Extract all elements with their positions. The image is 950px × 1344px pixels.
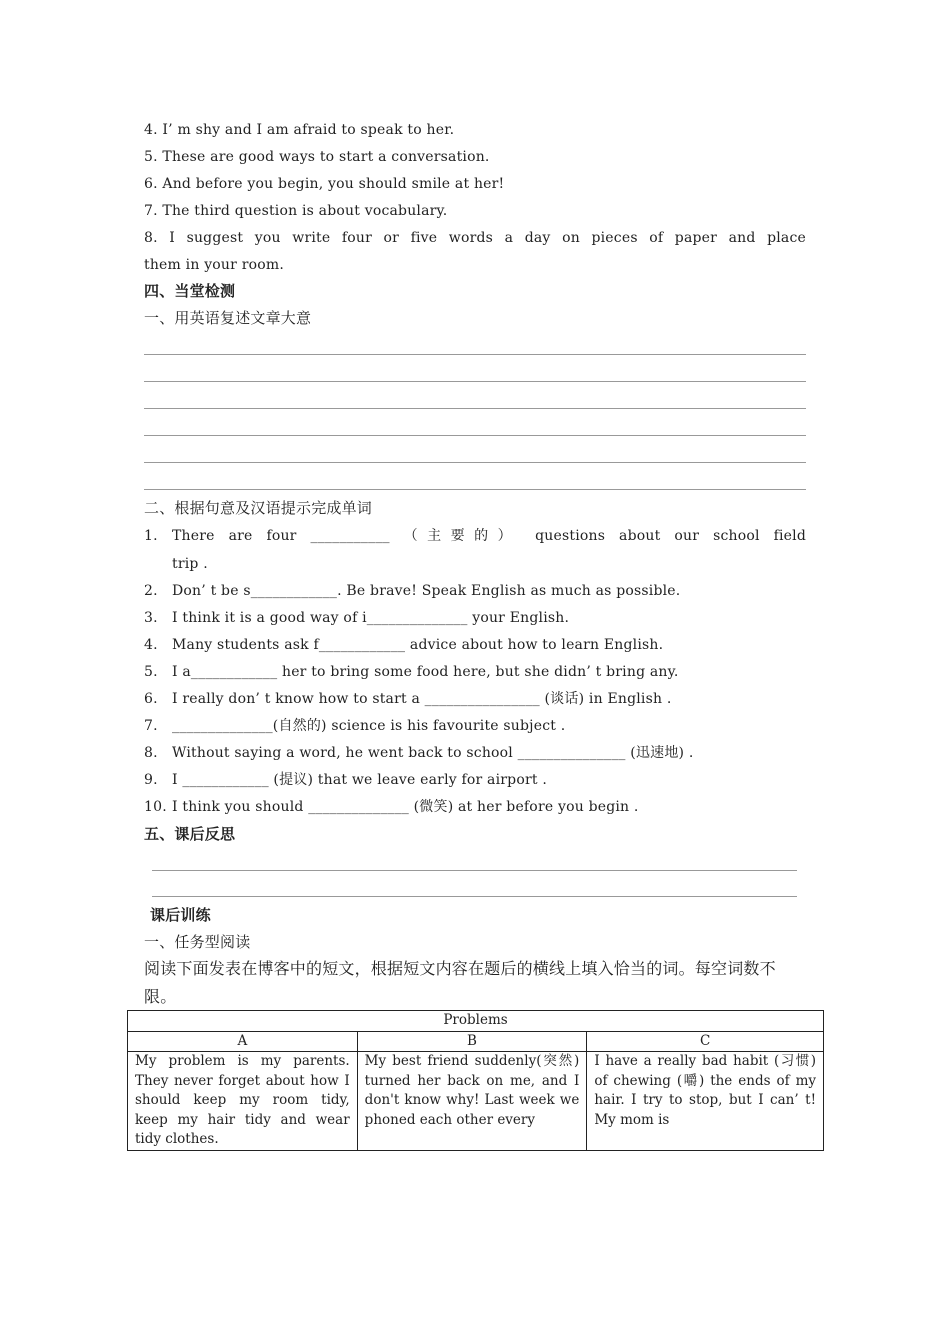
item-text: I think you should ______________ (微笑) at her before you begin .: [172, 799, 639, 815]
item-number: 6.: [144, 691, 158, 707]
item-number: 2.: [144, 583, 158, 599]
item-number: 4.: [144, 637, 158, 653]
section-title: 五、课后反思: [144, 825, 236, 843]
exercise-item: [144, 689, 672, 709]
table-title: Problems: [128, 1011, 824, 1032]
exercise-item: [144, 526, 806, 546]
item-number: 9.: [144, 772, 158, 788]
exercise-item: [144, 716, 565, 736]
item-text: I think it is a good way of i______________ your English.: [172, 610, 570, 626]
answer-line: [144, 489, 806, 490]
text-line: 6. And before you begin, you should smile at her!: [144, 176, 505, 192]
item-text: trip .: [172, 556, 208, 572]
item-text: Don’ t be s____________. Be brave! Speak English as much as possible.: [172, 583, 681, 599]
problems-table: [127, 1010, 824, 1151]
text-line: 8. I suggest you write four or five words a day on pieces of paper and place: [144, 230, 806, 246]
table-cell: My problem is my parents. They never forget about how I should keep my room tidy, keep my hair tidy and wear tidy clothes.: [128, 1052, 358, 1151]
answer-line: [144, 408, 806, 409]
table-cell: I have a really bad habit (习惯) of chewing (嚼) the ends of my hair. I try to stop, but I can’ t! My mom is: [587, 1052, 824, 1151]
instruction: 阅读下面发表在博客中的短文，根据短文内容在题后的横线上填入恰当的词。每空词数不: [144, 959, 776, 978]
answer-line: [144, 435, 806, 436]
answer-line: [144, 354, 806, 355]
exercise-item: [144, 743, 694, 763]
part-title: 二、根据句意及汉语提示完成单词: [144, 499, 373, 517]
answer-line: [152, 870, 797, 871]
item-text: Without saying a word, he went back to school _______________ (迅速地) .: [172, 745, 694, 761]
exercise-item: [144, 608, 569, 628]
exercise-item: [144, 554, 208, 574]
column-header: B: [357, 1031, 587, 1052]
item-number: 5.: [144, 664, 158, 680]
column-header: A: [128, 1031, 358, 1052]
task-title: 一、任务型阅读: [144, 933, 251, 951]
answer-line: [152, 896, 797, 897]
text-line: 4. I’ m shy and I am afraid to speak to her.: [144, 122, 455, 138]
exercise-item: [144, 581, 680, 601]
exercise-item: [144, 797, 639, 817]
item-number: 1.: [144, 528, 158, 544]
homework-title: 课后训练: [150, 906, 211, 924]
item-number: 10.: [144, 799, 167, 815]
item-text: I really don’ t know how to start a ________________ (谈话) in English .: [172, 691, 672, 707]
item-number: 8.: [144, 745, 158, 761]
text-line: 5. These are good ways to start a conversation.: [144, 149, 490, 165]
section-title: 四、当堂检测: [144, 282, 236, 300]
item-number: 3.: [144, 610, 158, 626]
text-line: them in your room.: [144, 257, 284, 273]
answer-line: [144, 381, 806, 382]
answer-line: [144, 462, 806, 463]
exercise-item: [144, 770, 547, 790]
item-text: There are four ___________ （主要的） questions about our school field: [172, 528, 806, 544]
item-text: I a____________ her to bring some food here, but she didn’ t bring any.: [172, 664, 679, 680]
exercise-item: [144, 635, 663, 655]
instruction-cont: 限。: [144, 987, 177, 1006]
part-title: 一、用英语复述文章大意: [144, 309, 312, 327]
table-cell: My best friend suddenly(突然) turned her back on me, and I don't know why! Last week we phoned each other every: [357, 1052, 587, 1151]
item-text: Many students ask f____________ advice about how to learn English.: [172, 637, 664, 653]
item-number: 7.: [144, 718, 158, 734]
text-line: 7. The third question is about vocabulary.: [144, 203, 448, 219]
exercise-item: [144, 662, 679, 682]
column-header: C: [587, 1031, 824, 1052]
item-text: I ____________ (提议) that we leave early for airport .: [172, 772, 547, 788]
item-text: ______________(自然的) science is his favourite subject .: [172, 718, 566, 734]
